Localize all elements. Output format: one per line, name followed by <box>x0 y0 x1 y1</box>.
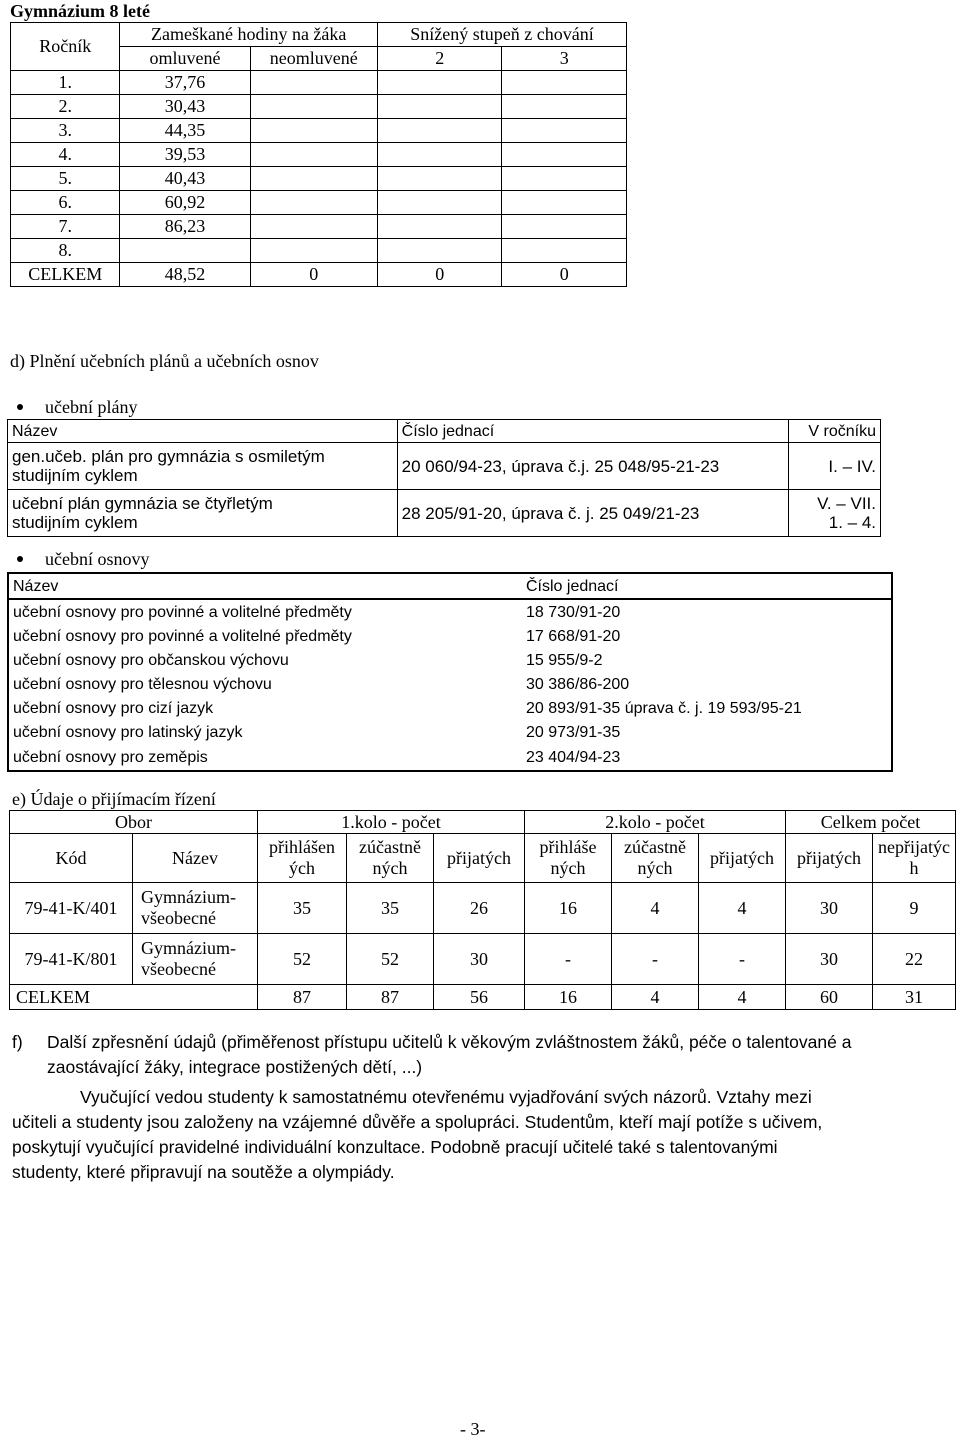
header-neomluvene: neomluvené <box>250 47 377 71</box>
total-value: 31 <box>873 985 956 1010</box>
table-row <box>11 119 627 143</box>
table-row <box>11 95 627 119</box>
osnovy-nazev: učební osnovy pro tělesnou výchovu <box>13 675 272 693</box>
header-neprijatych: nepřijatýc <box>878 837 950 857</box>
stupen-3-cell <box>502 215 627 239</box>
total-value: 87 <box>347 985 434 1010</box>
header-prijatych-celkem: přijatých <box>786 834 873 883</box>
row2-rocnik-line2: 1. – 4. <box>828 513 876 532</box>
header-nazev: Název <box>8 420 398 443</box>
total-omluvene: 48,52 <box>120 263 250 287</box>
rocnik-cell: 8. <box>11 239 120 263</box>
table-row <box>8 648 892 672</box>
rocnik-cell: 4. <box>11 143 120 167</box>
row1-rocnik: I. – IV. <box>789 443 881 490</box>
table-row <box>8 599 892 624</box>
omluvene-cell: 44,35 <box>120 119 250 143</box>
omluvene-cell: 39,53 <box>120 143 250 167</box>
kod-cell: 79-41-K/401 <box>10 883 133 934</box>
osnovy-cislo: 20 893/91-35 úprava č. j. 19 593/95-21 <box>526 699 802 717</box>
value-cell: 30 <box>786 934 873 985</box>
header-stupen-2: 2 <box>377 47 502 71</box>
header-rocnik: Ročník <box>11 23 120 71</box>
value-cell: 35 <box>258 883 347 934</box>
header-kod: Kód <box>10 834 133 883</box>
value-cell: 26 <box>434 883 525 934</box>
header-stupen-3: 3 <box>502 47 627 71</box>
total-value: 4 <box>612 985 699 1010</box>
omluvene-cell: 30,43 <box>120 95 250 119</box>
table-row <box>8 696 892 720</box>
osnovy-cislo: 17 668/91-20 <box>526 627 621 645</box>
total-stupen-3: 0 <box>502 263 627 287</box>
stupen-2-cell <box>377 215 502 239</box>
bullet-ucebni-plany: učební plány <box>45 397 138 417</box>
rocnik-cell: 6. <box>11 191 120 215</box>
osnovy-nazev: učební osnovy pro občanskou výchovu <box>13 651 289 669</box>
header-omluvene: omluvené <box>120 47 250 71</box>
osnovy-nazev: učební osnovy pro cizí jazyk <box>13 699 214 717</box>
stupen-2-cell <box>377 95 502 119</box>
stupen-2-cell <box>377 143 502 167</box>
nazev-line1: Gymnázium- <box>141 938 236 958</box>
neomluvene-cell <box>250 143 377 167</box>
total-stupen-2: 0 <box>377 263 502 287</box>
prijimaci-rizeni-table <box>9 810 956 1010</box>
value-cell: - <box>699 934 786 985</box>
header-nazev: Název <box>8 573 522 599</box>
table-row <box>8 672 892 696</box>
header-prihlasenych-2: přihláše <box>539 837 597 857</box>
row1-nazev-line2: studijním cyklem <box>12 466 138 485</box>
value-cell: 4 <box>699 883 786 934</box>
header-zucastnenych-1b: ných <box>372 858 408 878</box>
row1-cislo: 20 060/94-23, úprava č.j. 25 048/95-21-23 <box>397 443 789 490</box>
header-zameskane: Zameškané hodiny na žáka <box>120 23 377 47</box>
value-cell: - <box>525 934 612 985</box>
stupen-2-cell <box>377 191 502 215</box>
osnovy-cislo: 15 955/9-2 <box>526 651 603 669</box>
absence-table <box>10 22 627 287</box>
page-number: - 3- <box>460 1419 486 1439</box>
stupen-3-cell <box>502 167 627 191</box>
header-neprijatych-b: h <box>909 858 919 878</box>
stupen-2-cell <box>377 239 502 263</box>
neomluvene-cell <box>250 71 377 95</box>
table-row <box>11 191 627 215</box>
header-zucastnenych-1: zúčastně <box>359 837 421 857</box>
value-cell: 30 <box>786 883 873 934</box>
total-value: 56 <box>434 985 525 1010</box>
ucebni-plany-table <box>7 419 881 537</box>
table-row <box>11 167 627 191</box>
header-snizeny: Snížený stupeň z chování <box>377 23 626 47</box>
row1-nazev-line1: gen.učeb. plán pro gymnázia s osmiletým <box>12 447 325 466</box>
header-prihlasenych-1: přihlášen <box>269 837 335 857</box>
section-d-heading: d) Plnění učebních plánů a učebních osnov <box>10 351 319 371</box>
table-row <box>11 71 627 95</box>
section-e-heading: e) Údaje o přijímacím řízení <box>12 789 216 809</box>
nazev-line2: všeobecné <box>141 959 216 979</box>
row2-nazev-line1: učební plán gymnázia se čtyřletým <box>12 494 273 513</box>
table-row <box>8 720 892 744</box>
header-cislo-jednaci: Číslo jednací <box>522 573 892 599</box>
nazev-line2: všeobecné <box>141 908 216 928</box>
value-cell: 16 <box>525 883 612 934</box>
omluvene-cell: 86,23 <box>120 215 250 239</box>
stupen-3-cell <box>502 239 627 263</box>
omluvene-cell: 37,76 <box>120 71 250 95</box>
value-cell: 4 <box>612 883 699 934</box>
value-cell: 9 <box>873 883 956 934</box>
total-label: CELKEM <box>11 263 120 287</box>
rocnik-cell: 2. <box>11 95 120 119</box>
total-neomluvene: 0 <box>250 263 377 287</box>
value-cell: 22 <box>873 934 956 985</box>
osnovy-nazev: učební osnovy pro latinský jazyk <box>13 723 243 741</box>
header-prijatych-2: přijatých <box>699 834 786 883</box>
neomluvene-cell <box>250 167 377 191</box>
table-row <box>10 883 956 934</box>
omluvene-cell <box>120 239 250 263</box>
stupen-2-cell <box>377 71 502 95</box>
stupen-3-cell <box>502 71 627 95</box>
stupen-3-cell <box>502 191 627 215</box>
ucebni-osnovy-table <box>7 572 893 772</box>
osnovy-cislo: 20 973/91-35 <box>526 723 621 741</box>
section-f-line1: Další zpřesnění údajů (přiměřenost přístupu učitelů k věkovým zvláštnostem žáků, péče o talentované a <box>47 1032 852 1052</box>
header-nazev: Název <box>133 834 258 883</box>
paragraph-line2: učiteli a studenty jsou založeny na vzájemné důvěře a spolupráci. Studentům, kteří mají potíže s učivem, <box>12 1112 823 1132</box>
bullet-icon <box>17 556 23 562</box>
header-cislo-jednaci: Číslo jednací <box>397 420 789 443</box>
neomluvene-cell <box>250 95 377 119</box>
row2-cislo: 28 205/91-20, úprava č. j. 25 049/21-23 <box>397 490 789 537</box>
osnovy-cislo: 23 404/94-23 <box>526 748 621 766</box>
kod-cell: 79-41-K/801 <box>10 934 133 985</box>
osnovy-cislo: 18 730/91-20 <box>526 603 621 621</box>
total-value: 87 <box>258 985 347 1010</box>
osnovy-cislo: 30 386/86-200 <box>526 675 630 693</box>
total-value: 16 <box>525 985 612 1010</box>
header-zucastnenych-2: zúčastně <box>624 837 686 857</box>
table-row <box>8 490 881 537</box>
section-f-line2: zaostávající žáky, integrace postižených dětí, ...) <box>47 1057 423 1077</box>
stupen-2-cell <box>377 119 502 143</box>
osnovy-nazev: učební osnovy pro zeměpis <box>13 748 208 766</box>
rocnik-cell: 7. <box>11 215 120 239</box>
stupen-2-cell <box>377 167 502 191</box>
paragraph-line4: studenty, které připravují na soutěže a olympiády. <box>12 1162 395 1182</box>
total-value: 4 <box>699 985 786 1010</box>
neomluvene-cell <box>250 191 377 215</box>
header-kolo-1: 1.kolo - počet <box>258 811 525 834</box>
omluvene-cell: 60,92 <box>120 191 250 215</box>
header-zucastnenych-2b: ných <box>637 858 673 878</box>
value-cell: 52 <box>347 934 434 985</box>
header-prijatych-1: přijatých <box>434 834 525 883</box>
stupen-3-cell <box>502 95 627 119</box>
rocnik-cell: 3. <box>11 119 120 143</box>
header-v-rocniku: V ročníku <box>789 420 881 443</box>
section-f-label: f) <box>12 1032 23 1052</box>
table-row <box>10 934 956 985</box>
osnovy-nazev: učební osnovy pro povinné a volitelné předměty <box>13 627 352 645</box>
value-cell: - <box>612 934 699 985</box>
bullet-icon <box>17 404 23 410</box>
neomluvene-cell <box>250 119 377 143</box>
table-row <box>8 624 892 648</box>
neomluvene-cell <box>250 215 377 239</box>
total-value: 60 <box>786 985 873 1010</box>
omluvene-cell: 40,43 <box>120 167 250 191</box>
header-prihlasenych-1b: ých <box>289 858 315 878</box>
table-row <box>11 215 627 239</box>
stupen-3-cell <box>502 119 627 143</box>
stupen-3-cell <box>502 143 627 167</box>
osnovy-nazev: učební osnovy pro povinné a volitelné předměty <box>13 603 352 621</box>
total-label: CELKEM <box>10 985 258 1010</box>
bullet-ucebni-osnovy: učební osnovy <box>45 549 150 569</box>
rocnik-cell: 1. <box>11 71 120 95</box>
table-row <box>8 443 881 490</box>
row2-nazev-line2: studijním cyklem <box>12 513 138 532</box>
rocnik-cell: 5. <box>11 167 120 191</box>
value-cell: 52 <box>258 934 347 985</box>
table-row <box>11 143 627 167</box>
paragraph-line3: poskytují vyučující pravidelné individuální konzultace. Podobně pracují učitelé také s talentovanými <box>12 1137 778 1157</box>
header-kolo-2: 2.kolo - počet <box>525 811 786 834</box>
table-row <box>11 239 627 263</box>
table-row <box>8 744 892 771</box>
paragraph-line1: Vyučující vedou studenty k samostatnému otevřenému vyjadřování svých názorů. Vztahy mezi <box>80 1087 812 1107</box>
value-cell: 30 <box>434 934 525 985</box>
header-celkem: Celkem počet <box>786 811 956 834</box>
value-cell: 35 <box>347 883 434 934</box>
row2-rocnik-line1: V. – VII. <box>817 494 876 513</box>
neomluvene-cell <box>250 239 377 263</box>
header-prihlasenych-2b: ných <box>550 858 586 878</box>
page-title: Gymnázium 8 leté <box>10 1 150 21</box>
header-obor: Obor <box>10 811 258 834</box>
nazev-line1: Gymnázium- <box>141 887 236 907</box>
